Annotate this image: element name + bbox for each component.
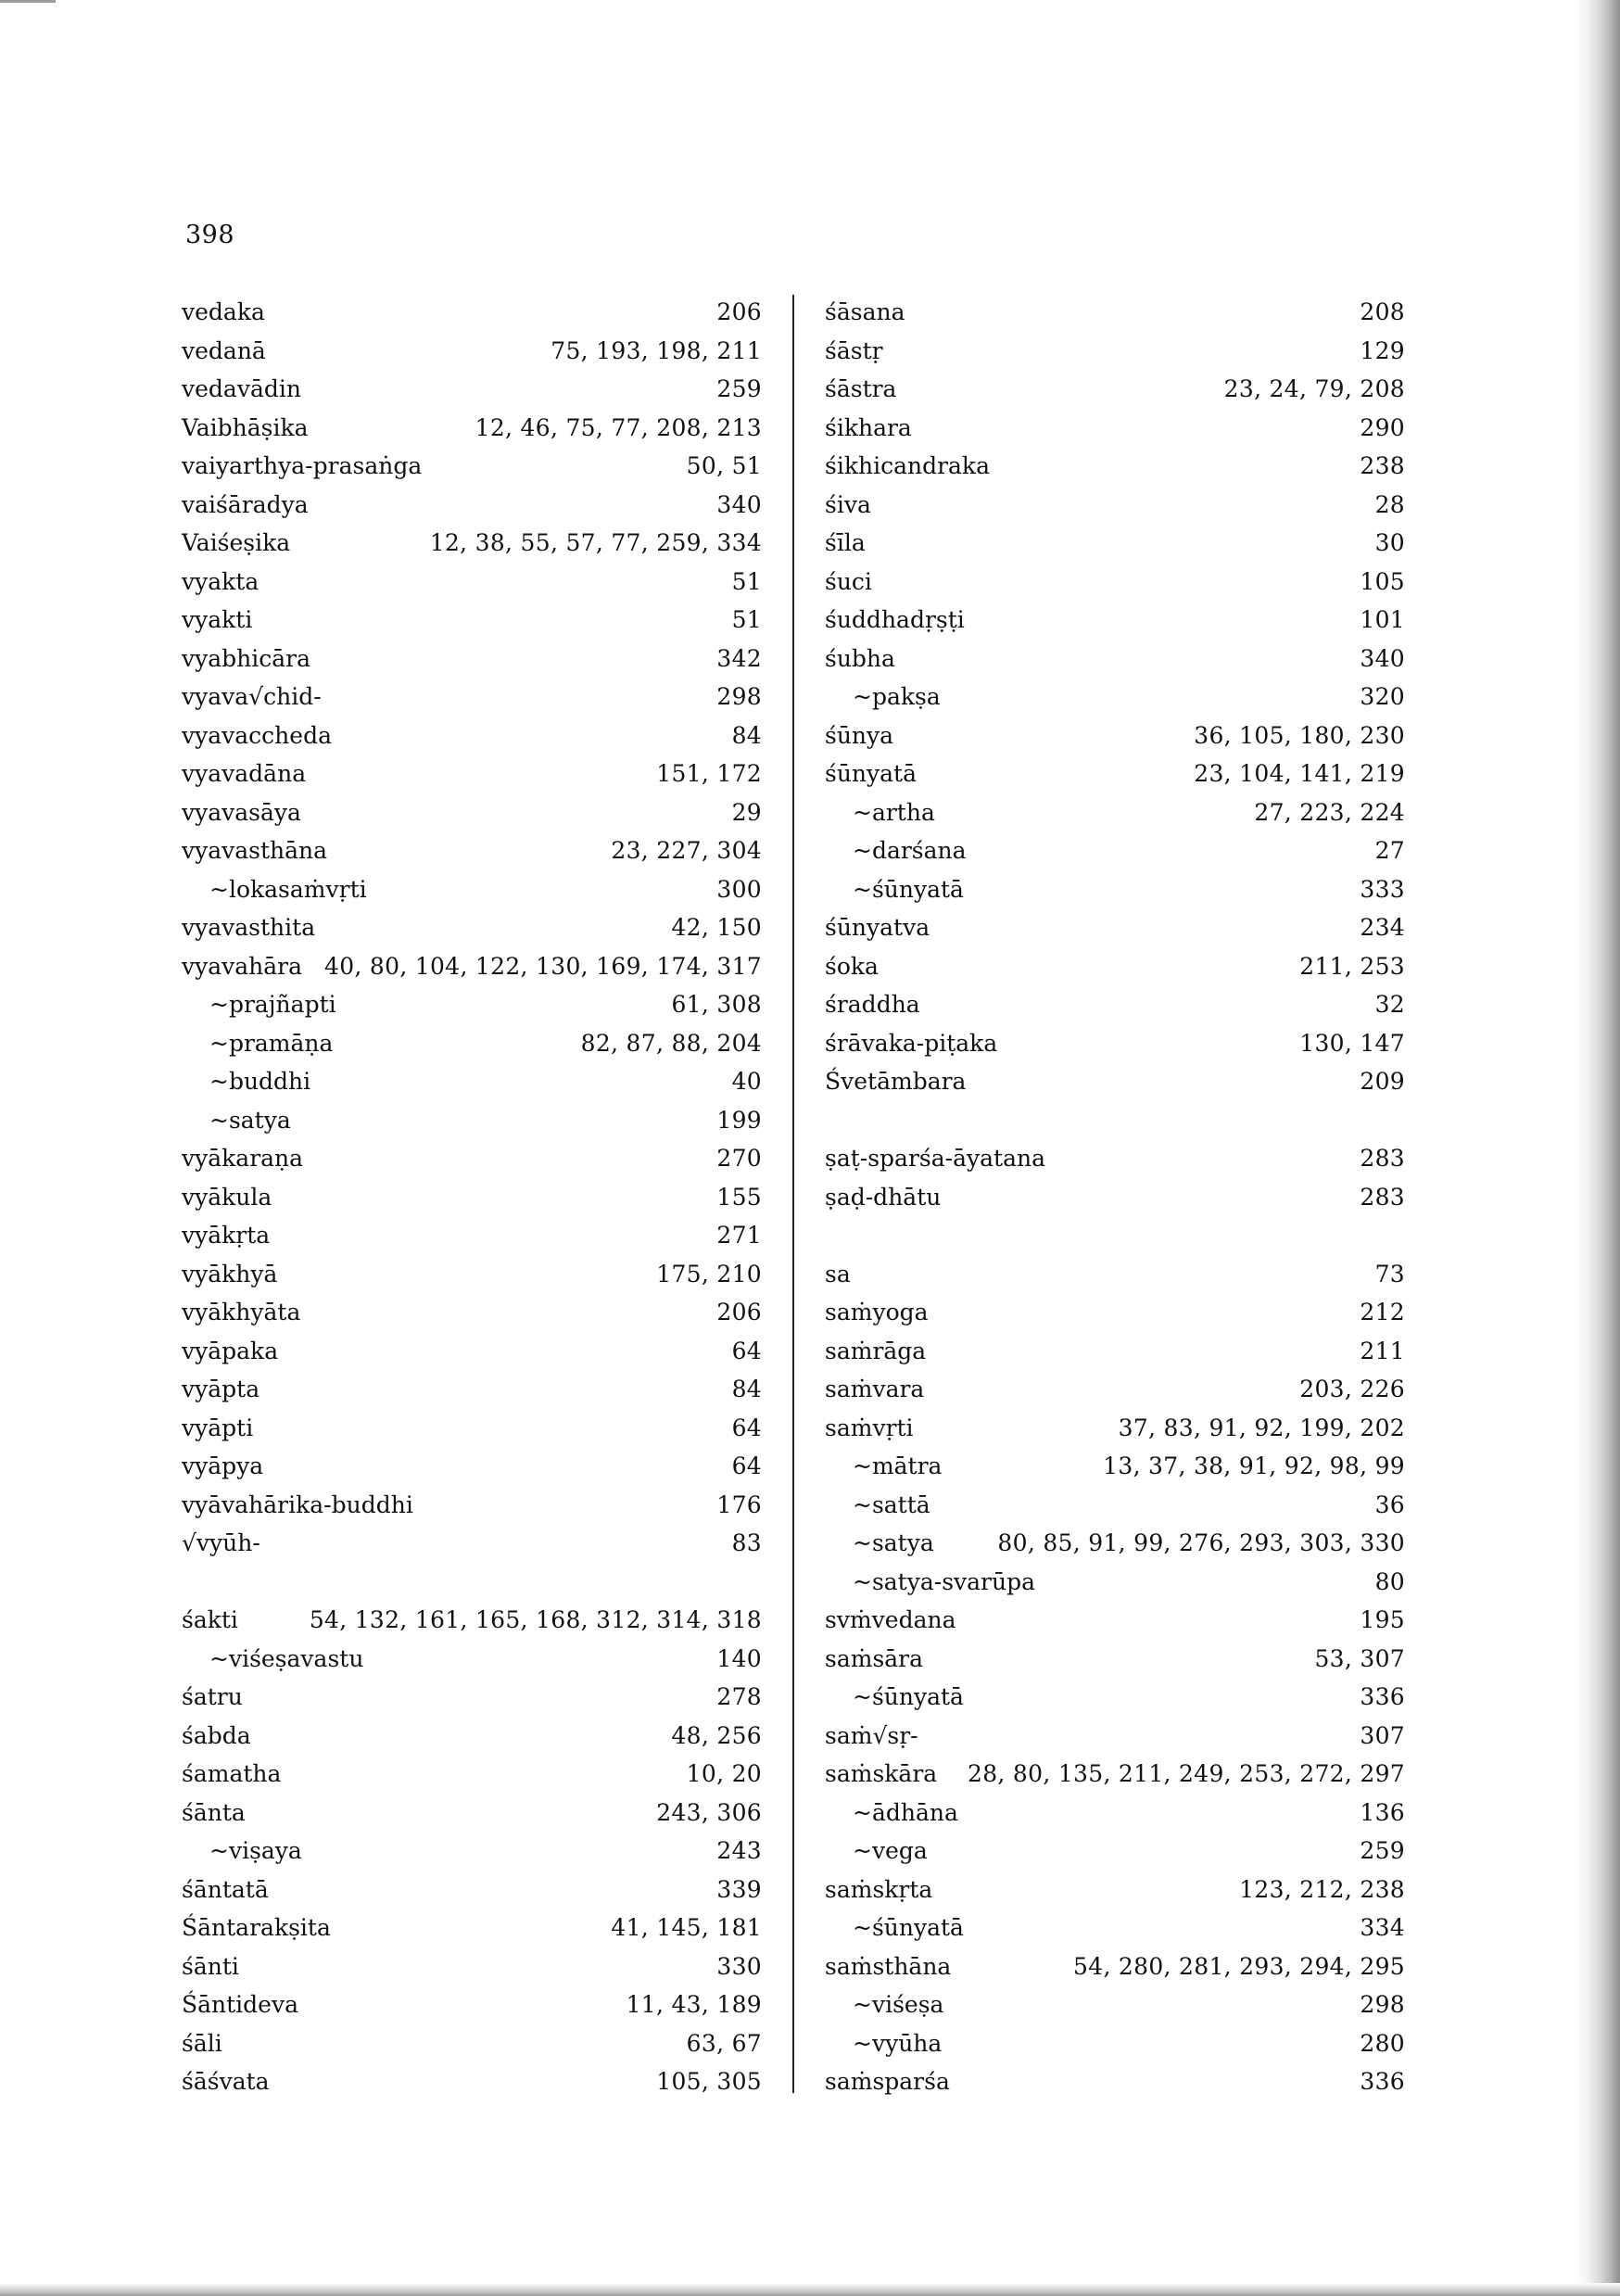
index-term: śīla [825,529,866,556]
index-page-refs: 53, 307 [1314,1644,1405,1672]
index-page-refs: 208 [1360,298,1405,325]
index-term: vaiśāradya [182,490,309,518]
index-page-refs: 243, 306 [656,1798,762,1826]
index-page-refs: 259 [1360,1837,1405,1864]
index-term: śāli [182,2029,222,2057]
index-subentry [825,1524,1405,1563]
index-subentry [825,1447,1405,1486]
index-term: saṁskṛta [825,1875,933,1903]
index-entry [825,1024,1405,1063]
index-term: saṁvara [825,1376,925,1402]
index-entry [182,1601,762,1640]
index-page-refs: 176 [716,1490,762,1518]
index-term: vyākhyā [182,1260,278,1288]
index-term: saṁsāra [825,1644,924,1672]
page-number: 398 [185,221,235,249]
index-page-refs: 12, 46, 75, 77, 208, 213 [475,413,762,441]
index-term: vyāpta [182,1376,260,1402]
index-entry [182,524,762,563]
index-term: vyavahāra [182,952,303,980]
index-page-refs: 37, 83, 91, 92, 199, 202 [1118,1414,1405,1441]
index-page-refs: 23, 227, 304 [611,837,762,864]
index-page-refs: 259 [716,375,762,402]
index-page-refs: 334 [1360,1914,1405,1941]
index-entry [182,2024,762,2063]
index-term: śiva [825,490,871,518]
index-page-refs: 280 [1360,2029,1405,2057]
index-page-refs: 270 [716,1145,762,1172]
index-term: ~vyūha [853,2029,943,2057]
index-term: Śāntideva [182,1991,299,2018]
index-page-refs: 40, 80, 104, 122, 130, 169, 174, 317 [324,952,762,980]
index-entry [825,1178,1405,1217]
index-entry [825,370,1405,409]
index-term: śuddhadṛṣṭi [825,606,965,633]
index-entry [182,1486,762,1525]
index-term: vyava√chid- [182,683,322,710]
scan-edge-top [0,0,56,3]
index-subentry [825,831,1405,870]
index-term: ~prajñapti [209,991,336,1018]
index-page-refs: 105 [1360,567,1405,595]
index-spacer [825,1216,1405,1255]
index-term: śatru [182,1683,243,1710]
index-page-refs: 83 [731,1529,762,1556]
index-page-refs: 28, 80, 135, 211, 249, 253, 272, 297 [968,1760,1405,1787]
index-term: ~viṣaya [209,1837,302,1864]
index-page-refs: 11, 43, 189 [626,1991,762,2018]
index-entry [182,1947,762,1986]
index-subentry [825,793,1405,832]
index-page-refs: 82, 87, 88, 204 [580,1029,762,1057]
index-term: vedaka [182,298,265,325]
index-page-refs: 234 [1360,914,1405,941]
index-entry [182,1909,762,1947]
index-term: ~śūnyatā [853,875,964,903]
index-page-refs: 51 [731,606,762,633]
index-term: ṣaṭ-sparśa-āyatana [825,1145,1045,1172]
index-term: ~śūnyatā [853,1914,964,1941]
index-page-refs: 238 [1360,452,1405,479]
index-page-refs: 36, 105, 180, 230 [1194,721,1405,749]
index-entry [825,755,1405,793]
index-entry [182,1755,762,1794]
index-entry [182,1178,762,1217]
index-term: ~śūnyatā [853,1683,964,1710]
index-term: ~viśeṣavastu [209,1644,364,1672]
index-subentry [825,1832,1405,1871]
index-term: śāstra [825,375,897,402]
index-entry [182,293,762,332]
index-page-refs: 64 [731,1452,762,1479]
index-page-refs: 51 [731,567,762,595]
index-entry [825,1871,1405,1909]
index-page-refs: 42, 150 [671,914,762,941]
index-page-refs: 206 [716,298,762,325]
index-page-refs: 54, 280, 281, 293, 294, 295 [1073,1952,1405,1980]
index-term: ~ādhāna [853,1798,958,1826]
index-entry [825,1332,1405,1371]
index-page-refs: 203, 226 [1299,1376,1405,1402]
index-spacer [825,1101,1405,1140]
index-page-refs: 336 [1360,2068,1405,2095]
index-entry [825,1640,1405,1679]
index-page-refs: 123, 212, 238 [1239,1875,1405,1903]
index-term: svṁvedana [825,1606,956,1633]
index-term: vyākṛta [182,1222,271,1249]
index-term: śāntatā [182,1875,269,1903]
index-page-refs: 84 [731,721,762,749]
index-page-refs: 206 [716,1299,762,1326]
index-subentry [182,985,762,1024]
index-term: ~lokasaṁvṛti [209,875,367,903]
index-entry [182,1293,762,1332]
index-page-refs: 101 [1360,606,1405,633]
index-term: Vaibhāṣika [182,413,309,441]
index-term: ~buddhi [209,1068,311,1095]
index-page-refs: 300 [716,875,762,903]
index-page-refs: 340 [716,490,762,518]
index-page-refs: 283 [1360,1183,1405,1211]
index-entry [182,947,762,986]
index-subentry [825,2024,1405,2063]
index-page-refs: 339 [716,1875,762,1903]
index-term: ~darśana [853,837,967,864]
index-page-refs: 30 [1374,529,1405,556]
index-entry [825,1717,1405,1756]
index-term: Śāntarakṣita [182,1914,331,1941]
index-page-refs: 330 [716,1952,762,1980]
index-entry [182,332,762,371]
index-term: ~artha [853,798,935,826]
index-term: śānta [182,1798,246,1826]
index-entry [182,563,762,602]
index-term: śāsana [825,298,905,325]
index-page-refs: 48, 256 [671,1721,762,1749]
index-page-refs: 10, 20 [686,1760,762,1787]
index-entry [825,908,1405,947]
index-page-refs: 340 [1360,644,1405,672]
index-term: vyakta [182,567,259,595]
index-page-refs: 27, 223, 224 [1254,798,1405,826]
index-entry [825,486,1405,525]
index-term: vyāvahārika-buddhi [182,1490,413,1518]
index-entry [182,717,762,755]
column-divider [792,295,794,2093]
index-subentry [182,1832,762,1871]
index-page-refs: 130, 147 [1299,1029,1405,1057]
index-term: śrāvaka-piṭaka [825,1029,998,1057]
index-entry [182,1255,762,1294]
index-term: vyākaraṇa [182,1145,304,1172]
index-entry [182,1409,762,1448]
index-entry [825,1755,1405,1794]
index-term: Śvetāmbara [825,1068,967,1095]
index-page-refs: 23, 104, 141, 219 [1194,760,1405,787]
index-entry [182,1794,762,1833]
index-page-refs: 199 [716,1106,762,1134]
index-term: vedavādin [182,375,301,402]
index-entry [825,409,1405,448]
index-term: śikhicandraka [825,452,990,479]
index-entry [182,793,762,832]
index-page-refs: 307 [1360,1721,1405,1749]
index-entry [182,1678,762,1717]
index-entry [825,1293,1405,1332]
index-term: śamatha [182,1760,282,1787]
index-entry [182,640,762,679]
index-term: ṣaḍ-dhātu [825,1183,942,1211]
index-term: saṁskāra [825,1760,938,1787]
index-page-refs: 64 [731,1337,762,1364]
index-page-refs: 84 [731,1376,762,1402]
index-page-refs: 32 [1374,991,1405,1018]
index-page-refs: 333 [1360,875,1405,903]
index-page-refs: 283 [1360,1145,1405,1172]
index-page-refs: 80, 85, 91, 99, 276, 293, 303, 330 [997,1529,1405,1556]
index-subentry [825,1794,1405,1833]
index-page-refs: 129 [1360,336,1405,364]
index-term: vyavasthita [182,914,316,941]
index-entry [182,370,762,409]
index-subentry [182,1024,762,1063]
index-page-refs: 75, 193, 198, 211 [551,336,762,364]
index-term: ~vega [853,1837,928,1864]
index-page-refs: 41, 145, 181 [611,1914,762,1941]
scan-edge-right [1576,0,1620,2296]
index-entry [182,2062,762,2101]
index-term: śikhara [825,413,912,441]
index-page-refs: 290 [1360,413,1405,441]
index-entry [825,1255,1405,1294]
index-page-refs: 50, 51 [686,452,762,479]
index-term: ~satya [853,1529,934,1556]
index-entry [825,1601,1405,1640]
index-spacer [182,1563,762,1602]
index-subentry [825,1678,1405,1717]
index-term: śāstṛ [825,336,883,364]
index-page-refs: 36 [1374,1490,1405,1518]
index-term: śakti [182,1606,238,1633]
index-entry [182,1985,762,2024]
index-term: vyavasthāna [182,837,328,864]
index-entry [182,755,762,793]
index-term: vyavaccheda [182,721,332,749]
index-term: śabda [182,1721,251,1749]
index-term: sa [825,1260,851,1288]
index-column-left [182,293,762,2101]
index-term: śūnya [825,721,894,749]
index-column-right [825,293,1405,2101]
index-subentry [825,1985,1405,2024]
index-entry [182,1871,762,1909]
index-term: saṁrāga [825,1337,927,1364]
index-term: saṁsthāna [825,1952,952,1980]
index-entry [182,447,762,486]
index-page-refs: 27 [1374,837,1405,864]
index-entry [182,1447,762,1486]
index-page-refs: 342 [716,644,762,672]
index-entry [182,486,762,525]
index-term: ~satya [209,1106,291,1134]
index-page-refs: 54, 132, 161, 165, 168, 312, 314, 318 [309,1606,762,1633]
index-term: vyāpti [182,1414,254,1441]
index-term: śuci [825,567,872,595]
index-page-refs: 320 [1360,683,1405,710]
index-term: vyavasāya [182,798,301,826]
index-entry [182,678,762,717]
index-subentry [825,1563,1405,1602]
index-entry [182,908,762,947]
index-term: ~mātra [853,1452,943,1479]
index-entry [182,831,762,870]
index-page-refs: 136 [1360,1798,1405,1826]
index-entry [825,2062,1405,2101]
index-page-refs: 243 [716,1837,762,1864]
index-page-refs: 13, 37, 38, 91, 92, 98, 99 [1103,1452,1405,1479]
index-page-refs: 298 [716,683,762,710]
index-term: vyakti [182,606,253,633]
index-term: vaiyarthya-prasaṅga [182,452,423,479]
index-term: śānti [182,1952,239,1980]
index-term: ~pakṣa [853,683,941,710]
index-page-refs: 195 [1360,1606,1405,1633]
index-entry [182,1370,762,1409]
index-entry [825,447,1405,486]
index-term: vyāpaka [182,1337,279,1364]
index-page-refs: 209 [1360,1068,1405,1095]
index-page-refs: 23, 24, 79, 208 [1223,375,1405,402]
index-entry [825,1370,1405,1409]
index-term: saṁvṛti [825,1414,914,1441]
index-page-refs: 336 [1360,1683,1405,1710]
index-term: ~satya-svarūpa [853,1567,1036,1595]
index-entry [825,947,1405,986]
index-subentry [825,870,1405,909]
index-page-refs: 64 [731,1414,762,1441]
index-term: śraddha [825,991,920,1018]
index-page-refs: 140 [716,1644,762,1672]
index-term: ~sattā [853,1490,930,1518]
index-page-refs: 12, 38, 55, 57, 77, 259, 334 [429,529,762,556]
index-term: vyākhyāta [182,1299,301,1326]
index-page-refs: 40 [731,1068,762,1095]
index-entry [825,332,1405,371]
index-subentry [182,1062,762,1101]
index-term: śoka [825,952,879,980]
index-page-refs: 175, 210 [656,1260,762,1288]
index-term: ~viśeṣa [853,1991,944,2018]
index-subentry [182,870,762,909]
index-subentry [825,1909,1405,1947]
index-entry [182,1332,762,1371]
index-entry [182,1524,762,1563]
index-entry [825,563,1405,602]
index-page-refs: 151, 172 [656,760,762,787]
index-entry [825,1409,1405,1448]
index-entry [182,1717,762,1756]
index-term: ~pramāṇa [209,1029,334,1057]
index-subentry [182,1101,762,1140]
index-subentry [825,1486,1405,1525]
index-page-refs: 211 [1360,1337,1405,1364]
index-entry [182,1139,762,1178]
index-entry [825,717,1405,755]
index-term: saṁyoga [825,1299,929,1326]
index-entry [825,1947,1405,1986]
index-term: vyabhicāra [182,644,311,672]
index-entry [825,524,1405,563]
index-page-refs: 155 [716,1183,762,1211]
index-page-refs: 63, 67 [686,2029,762,2057]
index-page-refs: 61, 308 [671,991,762,1018]
index-term: vedanā [182,336,266,364]
index-entry [182,409,762,448]
index-page-refs: 105, 305 [656,2068,762,2095]
index-entry [825,640,1405,679]
index-entry [182,1216,762,1255]
index-entry [825,985,1405,1024]
index-entry [825,293,1405,332]
index-term: √vyūh- [182,1529,260,1556]
index-entry [182,601,762,640]
index-term: Vaiśeṣika [182,529,291,556]
index-page-refs: 80 [1374,1567,1405,1595]
index-subentry [182,1640,762,1679]
index-page-refs: 278 [716,1683,762,1710]
index-entry [825,601,1405,640]
index-page-refs: 29 [731,798,762,826]
index-page-refs: 271 [716,1222,762,1249]
index-page-refs: 298 [1360,1991,1405,2018]
index-page-refs: 212 [1360,1299,1405,1326]
index-term: vyavadāna [182,760,307,787]
index-term: saṁ√sṛ- [825,1721,918,1749]
index-term: vyāpya [182,1452,264,1479]
index-term: śubha [825,644,895,672]
index-term: śūnyatva [825,914,930,941]
index-term: śāśvata [182,2068,270,2095]
index-term: śūnyatā [825,760,918,787]
index-entry [825,1139,1405,1178]
index-page-refs: 73 [1374,1260,1405,1288]
index-term: saṁsparśa [825,2068,950,2095]
index-subentry [825,678,1405,717]
index-entry [825,1062,1405,1101]
index-term: vyākula [182,1183,272,1211]
scan-edge-bottom [0,2283,1620,2296]
index-page-refs: 28 [1374,490,1405,518]
index-page-refs: 211, 253 [1299,952,1405,980]
